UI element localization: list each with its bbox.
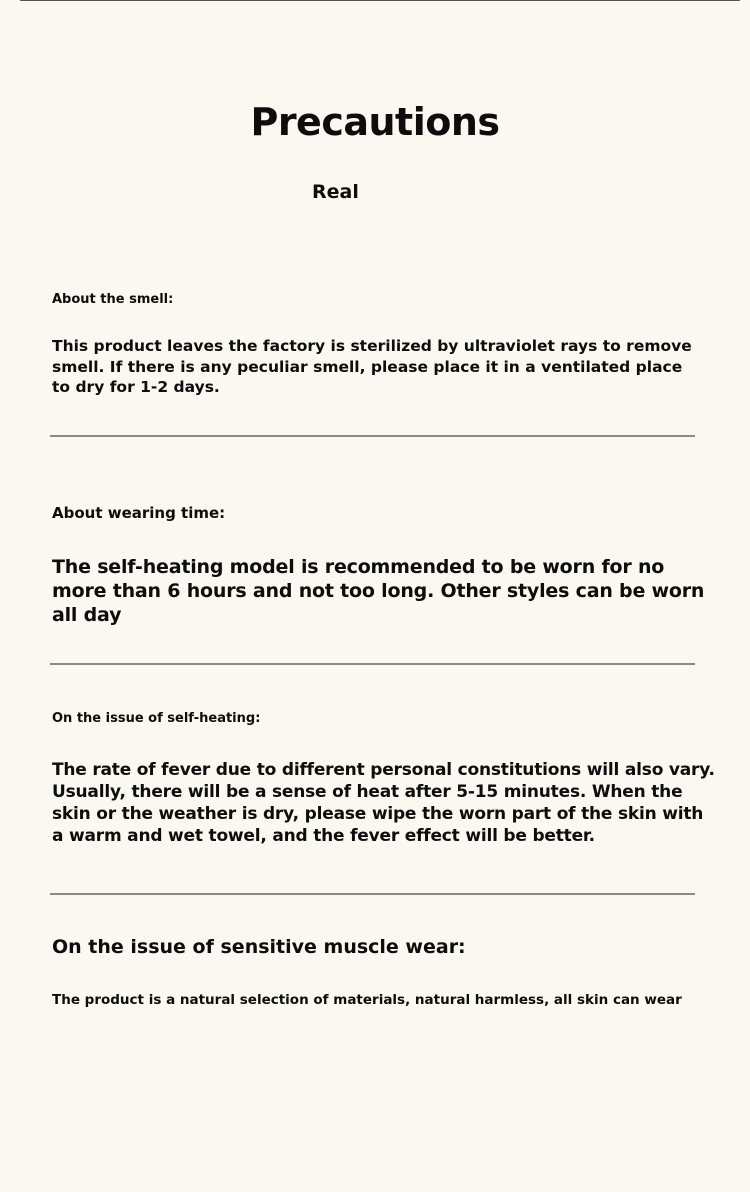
page-title: Precautions bbox=[250, 100, 500, 144]
section-divider bbox=[50, 893, 695, 895]
section-heading: On the issue of sensitive muscle wear: bbox=[52, 936, 466, 958]
section-heading: About the smell: bbox=[52, 292, 174, 307]
section-body: The rate of fever due to different personal constitutions will also vary. Usually, there will be a sense of heat after 5-15 minutes. When the skin or the weather is dry, please wipe the worn part of the skin with a warm and wet towel, and the fever effect will be better. bbox=[52, 760, 715, 846]
section-divider bbox=[50, 663, 695, 665]
section-body: This product leaves the factory is sterilized by ultraviolet rays to remove smell. If there is any peculiar smell, please place it in a ventilated place to dry for 1-2 days. bbox=[52, 337, 692, 396]
section-body: The product is a natural selection of materials, natural harmless, all skin can wear bbox=[52, 992, 682, 1008]
top-rule bbox=[20, 0, 740, 1]
section-heading: On the issue of self-heating: bbox=[52, 711, 261, 726]
page-subtitle: Real bbox=[312, 181, 359, 203]
section-body: The self-heating model is recommended to be worn for no more than 6 hours and not too long. Other styles can be worn all day bbox=[52, 556, 705, 626]
section-heading: About wearing time: bbox=[52, 504, 226, 522]
section-divider bbox=[50, 435, 695, 437]
